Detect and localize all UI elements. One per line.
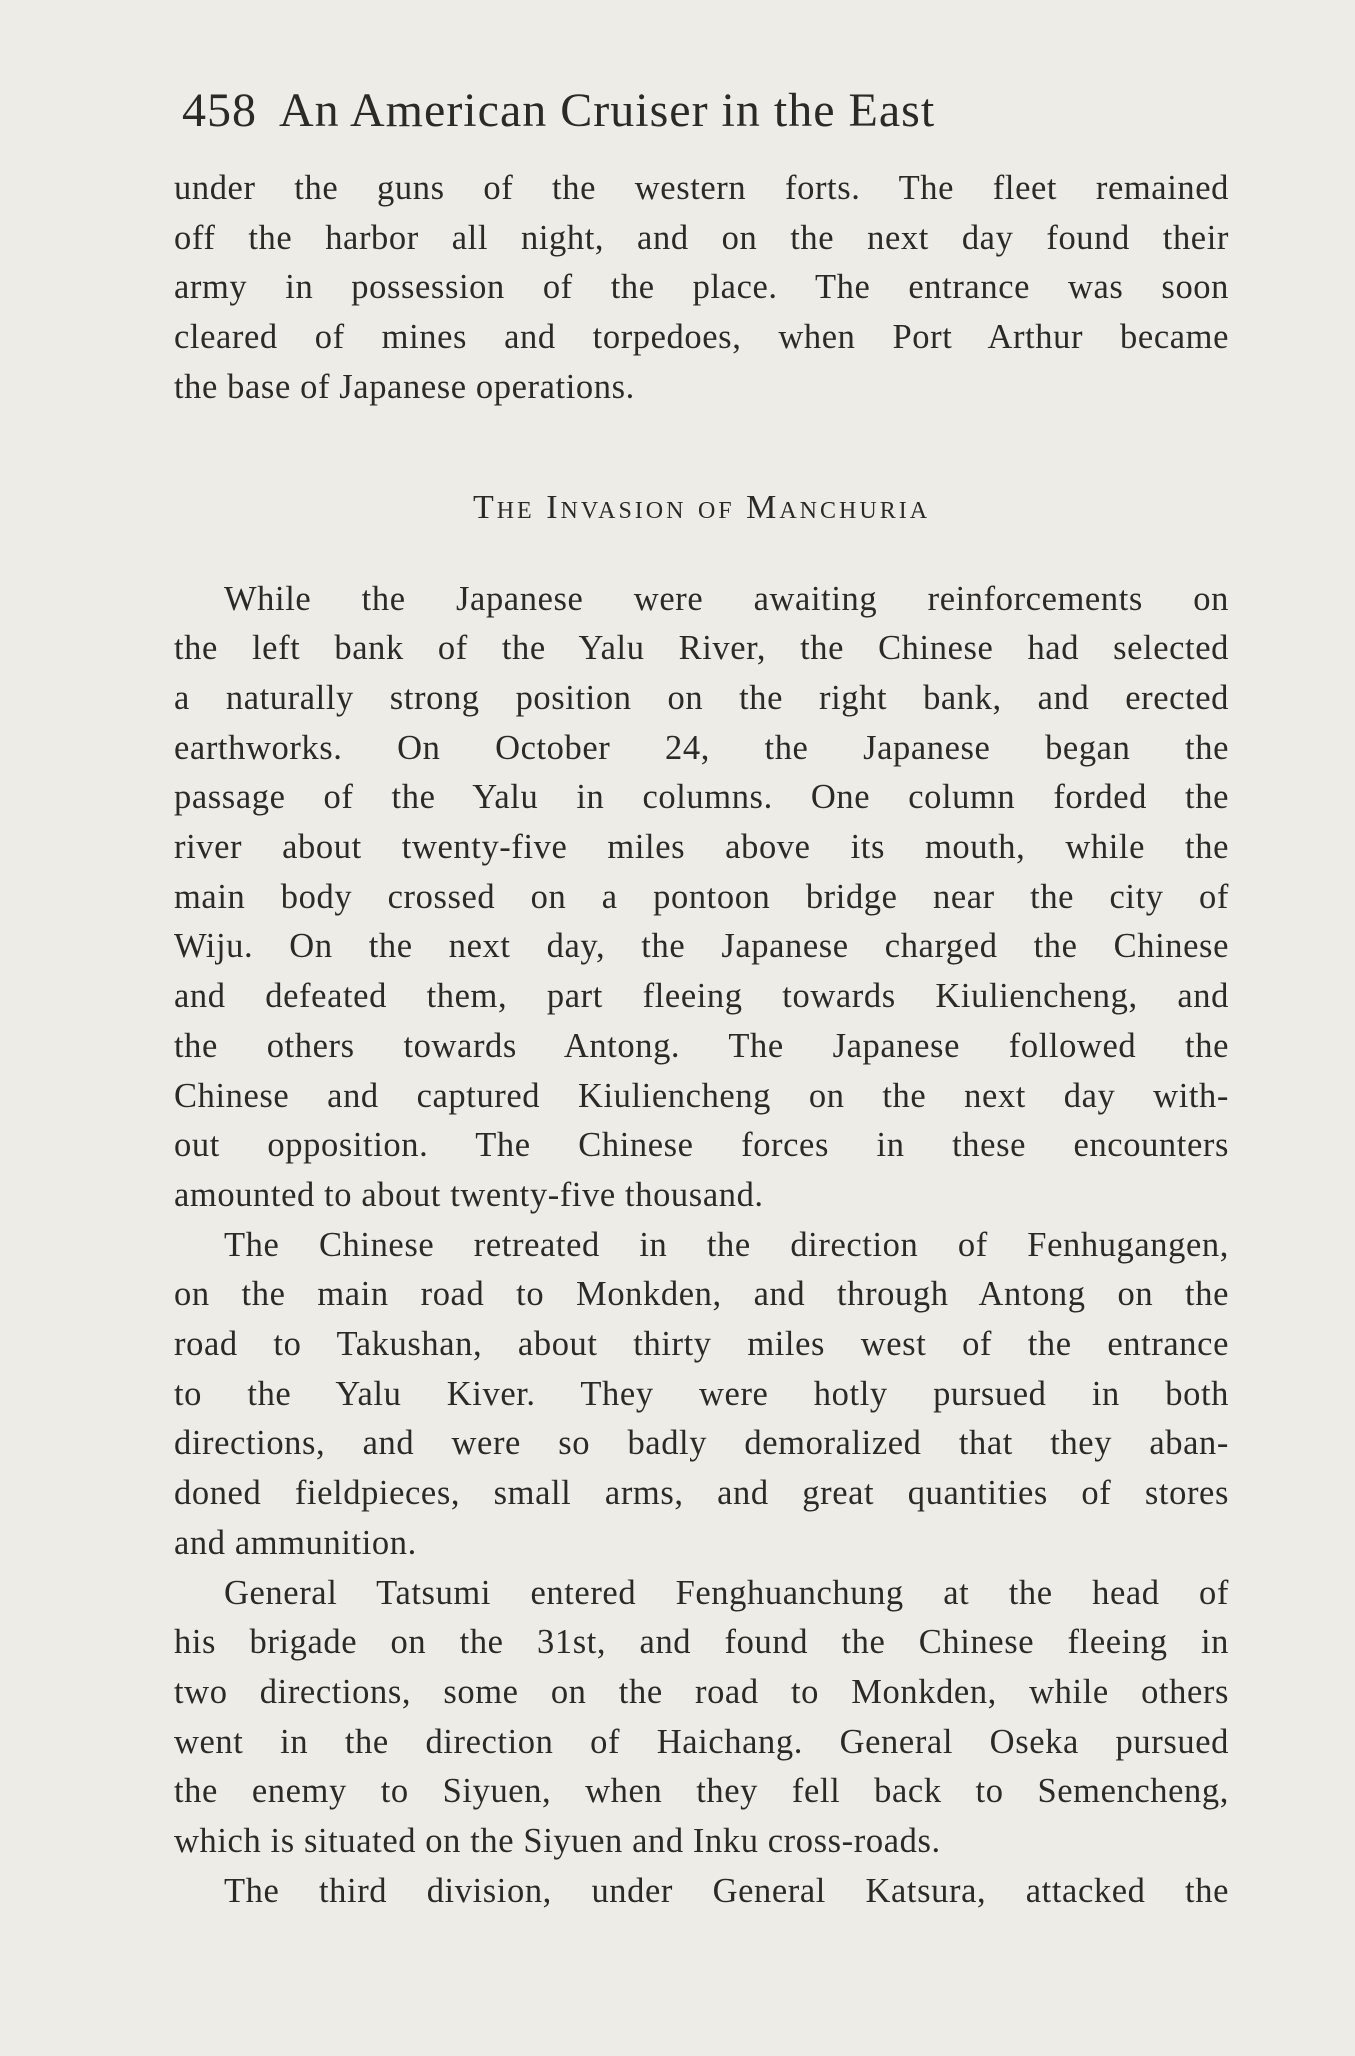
page-number: 458 xyxy=(182,84,257,137)
text-line: the left bank of the Yalu River, the Chinese had selected xyxy=(174,629,1229,668)
paragraph xyxy=(174,164,1229,413)
body-text xyxy=(174,164,1229,1917)
text-line: the enemy to Siyuen, when they fell back to Semencheng, xyxy=(174,1772,1229,1811)
text-line: which is situated on the Siyuen and Inku cross-roads. xyxy=(174,1822,941,1861)
text-line: main body crossed on a pontoon bridge near the city of xyxy=(174,877,1229,916)
text-line: on the main road to Monkden, and through Antong on the xyxy=(174,1275,1229,1314)
text-line: two directions, some on the road to Monkden, while others xyxy=(174,1672,1229,1711)
text-line: Chinese and captured Kiuliencheng on the next day with- xyxy=(174,1076,1229,1115)
text-line: his brigade on the 31st, and found the Chinese fleeing in xyxy=(174,1623,1229,1662)
text-line: road to Takushan, about thirty miles west of the entrance xyxy=(174,1325,1229,1364)
text-line: out opposition. The Chinese forces in these encounters xyxy=(174,1126,1229,1165)
text-line: under the guns of the western forts. The fleet remained xyxy=(174,169,1229,207)
text-line: earthworks. On October 24, the Japanese began the xyxy=(174,728,1229,767)
text-line: While the Japanese were awaiting reinforcements on xyxy=(224,579,1229,618)
text-line: off the harbor all night, and on the next day found their xyxy=(174,218,1229,257)
text-line: a naturally strong position on the right bank, and erected xyxy=(174,678,1229,717)
book-page xyxy=(174,80,1229,1917)
running-title: An American Cruiser in the East xyxy=(279,84,936,137)
section-heading: The Invasion of Manchuria xyxy=(472,488,931,526)
text-line: cleared of mines and torpedoes, when Port Arthur became xyxy=(174,318,1229,357)
text-line: river about twenty-five miles above its mouth, while the xyxy=(174,828,1229,867)
text-line: The third division, under General Katsura, attacked the xyxy=(224,1871,1229,1910)
running-header xyxy=(182,80,1229,142)
paragraph xyxy=(174,1569,1229,1867)
text-line: army in possession of the place. The entrance was soon xyxy=(174,268,1229,307)
paragraph xyxy=(174,1221,1229,1569)
text-line: and ammunition. xyxy=(174,1523,417,1562)
text-line: The Chinese retreated in the direction of Fenhugangen, xyxy=(224,1225,1229,1264)
text-line: the others towards Antong. The Japanese followed the xyxy=(174,1026,1229,1065)
text-line: and defeated them, part fleeing towards Kiuliencheng, and xyxy=(174,977,1229,1016)
text-line: Wiju. On the next day, the Japanese charged the Chinese xyxy=(174,927,1229,966)
text-line: directions, and were so badly demoralized that they aban- xyxy=(174,1424,1229,1463)
text-line: doned fieldpieces, small arms, and great quantities of stores xyxy=(174,1474,1229,1513)
text-line: amounted to about twenty-five thousand. xyxy=(174,1175,764,1214)
text-line: passage of the Yalu in columns. One column forded the xyxy=(174,778,1229,817)
text-line: General Tatsumi entered Fenghuanchung at the head of xyxy=(224,1573,1229,1612)
text-line: went in the direction of Haichang. General Oseka pursued xyxy=(174,1722,1229,1761)
text-line: to the Yalu Kiver. They were hotly pursued in both xyxy=(174,1374,1229,1413)
paragraph xyxy=(174,575,1229,1221)
paragraph xyxy=(174,1867,1229,1917)
text-line: the base of Japanese operations. xyxy=(174,367,635,406)
